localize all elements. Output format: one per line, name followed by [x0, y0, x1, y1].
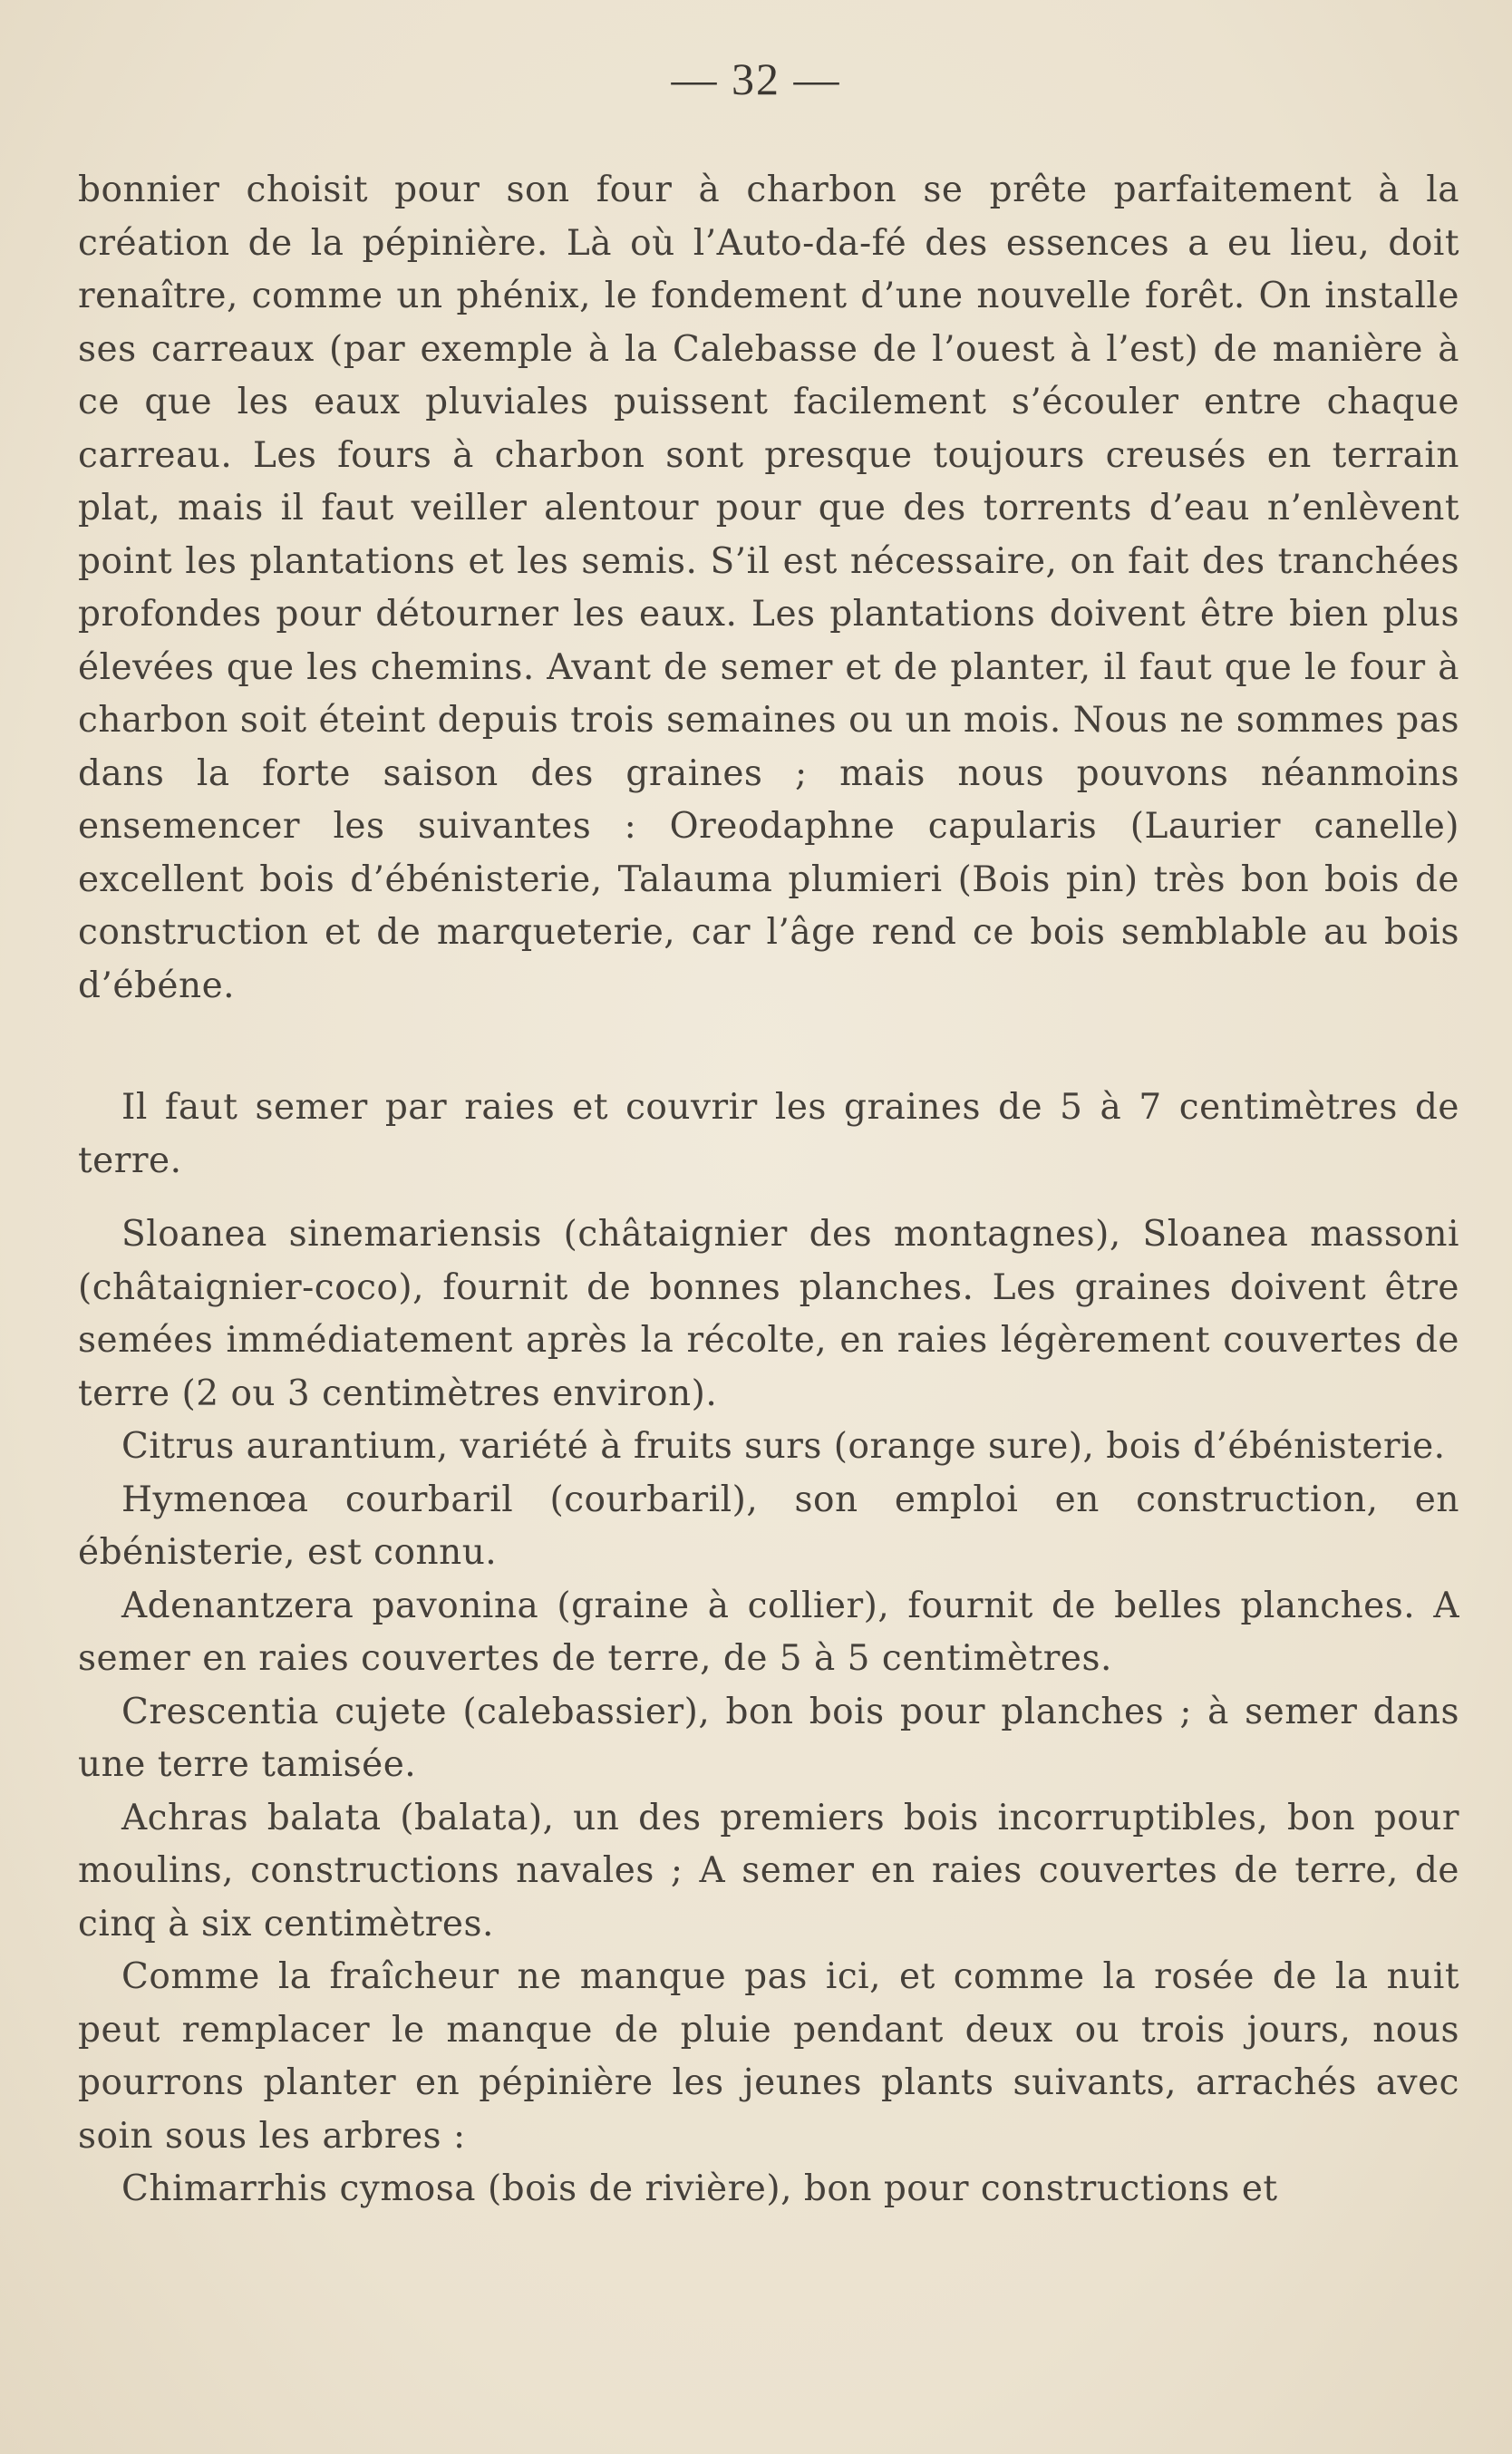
paragraph-adenantzera: Adenantzera pavonina (graine à collier), fournit de belles planches. A semer en raies couvertes de terre, de 5 à 5 centimètres. — [78, 1585, 1459, 1679]
paragraph-achras: Achras balata (balata), un des premiers bois incorruptibles, bon pour moulins, constructions navales ; A semer en raies couvertes de terre, de cinq à six centimètres. — [78, 1797, 1459, 1945]
paragraph-citrus: Citrus aurantium, variété à fruits surs (orange sure), bois d’ébénisterie. — [121, 1426, 1446, 1467]
paragraph-crescentia: Crescentia cujete (calebassier), bon bois pour planches ; à semer dans une terre tamisée. — [78, 1691, 1459, 1785]
paragraph-sowing-note: Il faut semer par raies et couvrir les graines de 5 à 7 centimètres de terre. — [78, 1087, 1459, 1181]
paragraph-sloanea: Sloanea sinemariensis (châtaignier des montagnes), Sloanea massoni (châtaignier-coco), fournit de bonnes planches. Les graines doivent être semées immédiatement après la récolte, en raies légèrement couvertes de terre (2 ou 3 centimètres environ). — [78, 1214, 1459, 1414]
paragraph-chimarrhis: Chimarrhis cymosa (bois de rivière), bon pour constructions et — [121, 2168, 1278, 2209]
text-block-continued — [78, 164, 1459, 1013]
text-block-sowing-note — [78, 1082, 1459, 1188]
text-block-species-list — [78, 1208, 1459, 2216]
page-number: — 32 — — [671, 53, 841, 104]
paragraph-hymenaea: Hymenœa courbaril (courbaril), son emploi en construction, en ébénisterie, est connu. — [78, 1479, 1459, 1573]
paragraph-transplanting: Comme la fraîcheur ne manque pas ici, et comme la rosée de la nuit peut remplacer le manque de pluie pendant deux ou trois jours, nous pourrons planter en pépinière les jeunes plants suivants, arrachés avec soin sous les arbres : — [78, 1956, 1459, 2157]
paragraph-continued: bonnier choisit pour son four à charbon se prête parfaitement à la création de la pépinière. Là où l’Auto-da-fé des essences a eu lieu, doit renaître, comme un phénix, le fondement d’une nouvelle forêt. On installe ses carreaux (par exemple à la Calebasse de l’ouest à l’est) de manière à ce que les eaux pluviales puissent facilement s’écouler entre chaque carreau. Les fours à charbon sont presque toujours creusés en terrain plat, mais il faut veiller alentour pour que des torrents d’eau n’enlèvent point les plantations et les semis. S’il est nécessaire, on fait des tranchées profondes pour détourner les eaux. Les plantations doivent être bien plus élevées que les chemins. Avant de semer et de planter, il faut que le four à charbon soit éteint depuis trois semaines ou un mois. Nous ne sommes pas dans la forte saison des graines ; mais nous pouvons néanmoins ensemencer les suivantes : Oreodaphne capularis (Laurier canelle) excellent bois d’ébénisterie, Talauma plumieri (Bois pin) très bon bois de construction et de marqueterie, car l’âge rend ce bois semblable au bois d’ébéne. — [78, 170, 1459, 1006]
